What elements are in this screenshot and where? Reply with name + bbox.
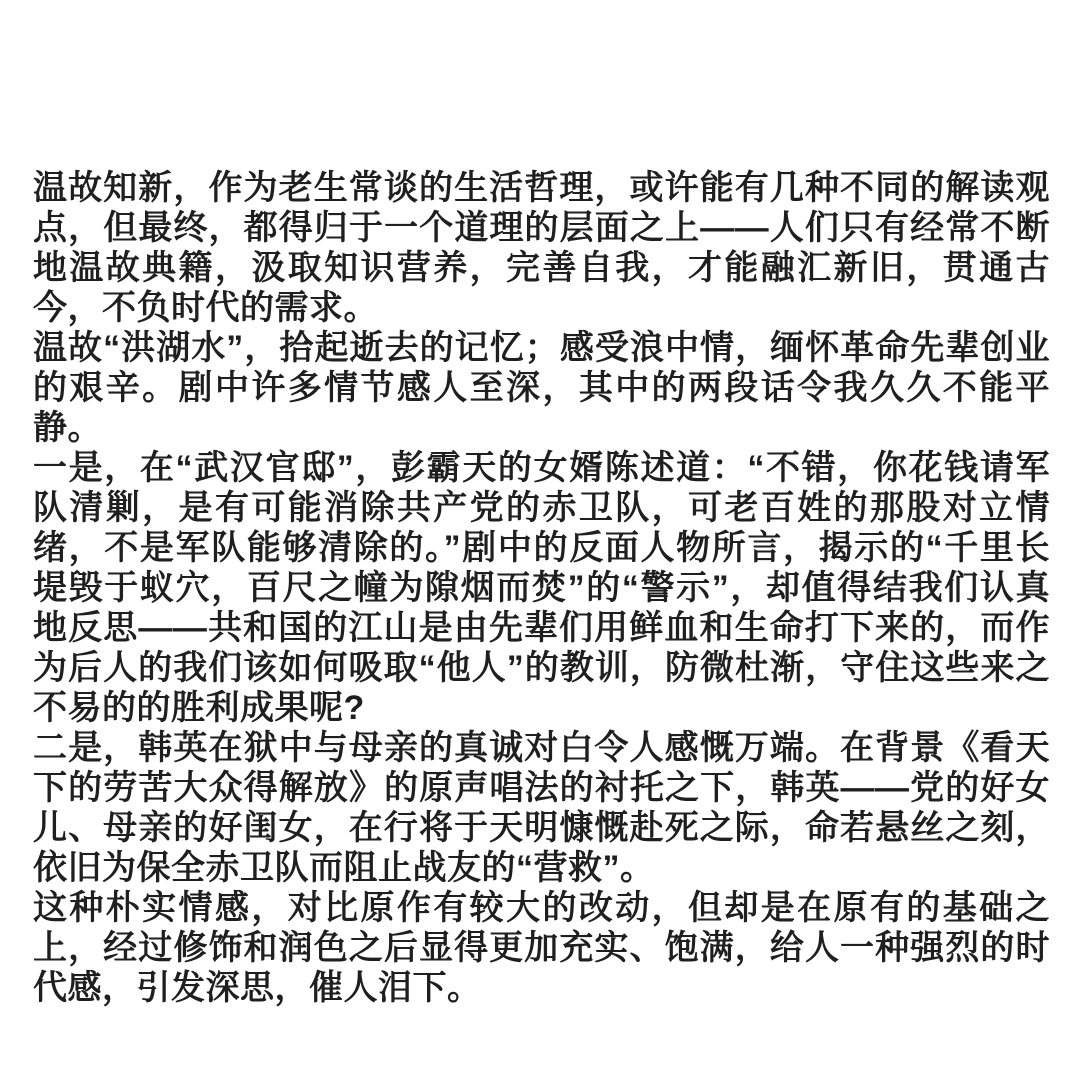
paragraph-1: 温故知新，作为老生常谈的生活哲理，或许能有几种不同的解读观点，但最终，都得归于一个道理的层面之上——人们只有经常不断地温故典籍，汲取知识营养，完善自我，才能融汇新旧，贯通古今，不负时代的需求。: [33, 169, 1050, 327]
paragraph-5: 这种朴实情感，对比原作有较大的改动，但却是在原有的基础之上，经过修饰和润色之后显得更加充实、饱满，给人一种强烈的时代感，引发深思，催人泪下。: [33, 889, 1050, 1007]
paragraph-2: 温故“洪湖水”，拾起逝去的记忆；感受浪中情，缅怀革命先辈创业的艰辛。剧中许多情节感人至深，其中的两段话令我久久不能平静。: [33, 329, 1050, 447]
essay-text-block: [33, 168, 1050, 1008]
paragraph-3: 一是，在“武汉官邸”，彭霸天的女婿陈述道：“不错，你花钱请军队清剿，是有可能消除共产党的赤卫队，可老百姓的那股对立情绪，不是军队能够清除的。”剧中的反面人物所言，揭示的“千里长堤毁于蚁穴，百尺之幢为隙烟而焚”的“警示”，却值得结我们认真地反思——共和国的江山是由先辈们用鲜血和生命打下来的，而作为后人的我们该如何吸取“他人”的教训，防微杜渐，守住这些来之不易的的胜利成果呢?: [33, 449, 1050, 727]
paragraph-4: 二是，韩英在狱中与母亲的真诚对白令人感慨万端。在背景《看天下的劳苦大众得解放》的原声唱法的衬托之下，韩英——党的好女儿、母亲的好闺女，在行将于天明慷慨赴死之际，命若悬丝之刻，依旧为保全赤卫队而阻止战友的“营救”。: [33, 729, 1050, 887]
